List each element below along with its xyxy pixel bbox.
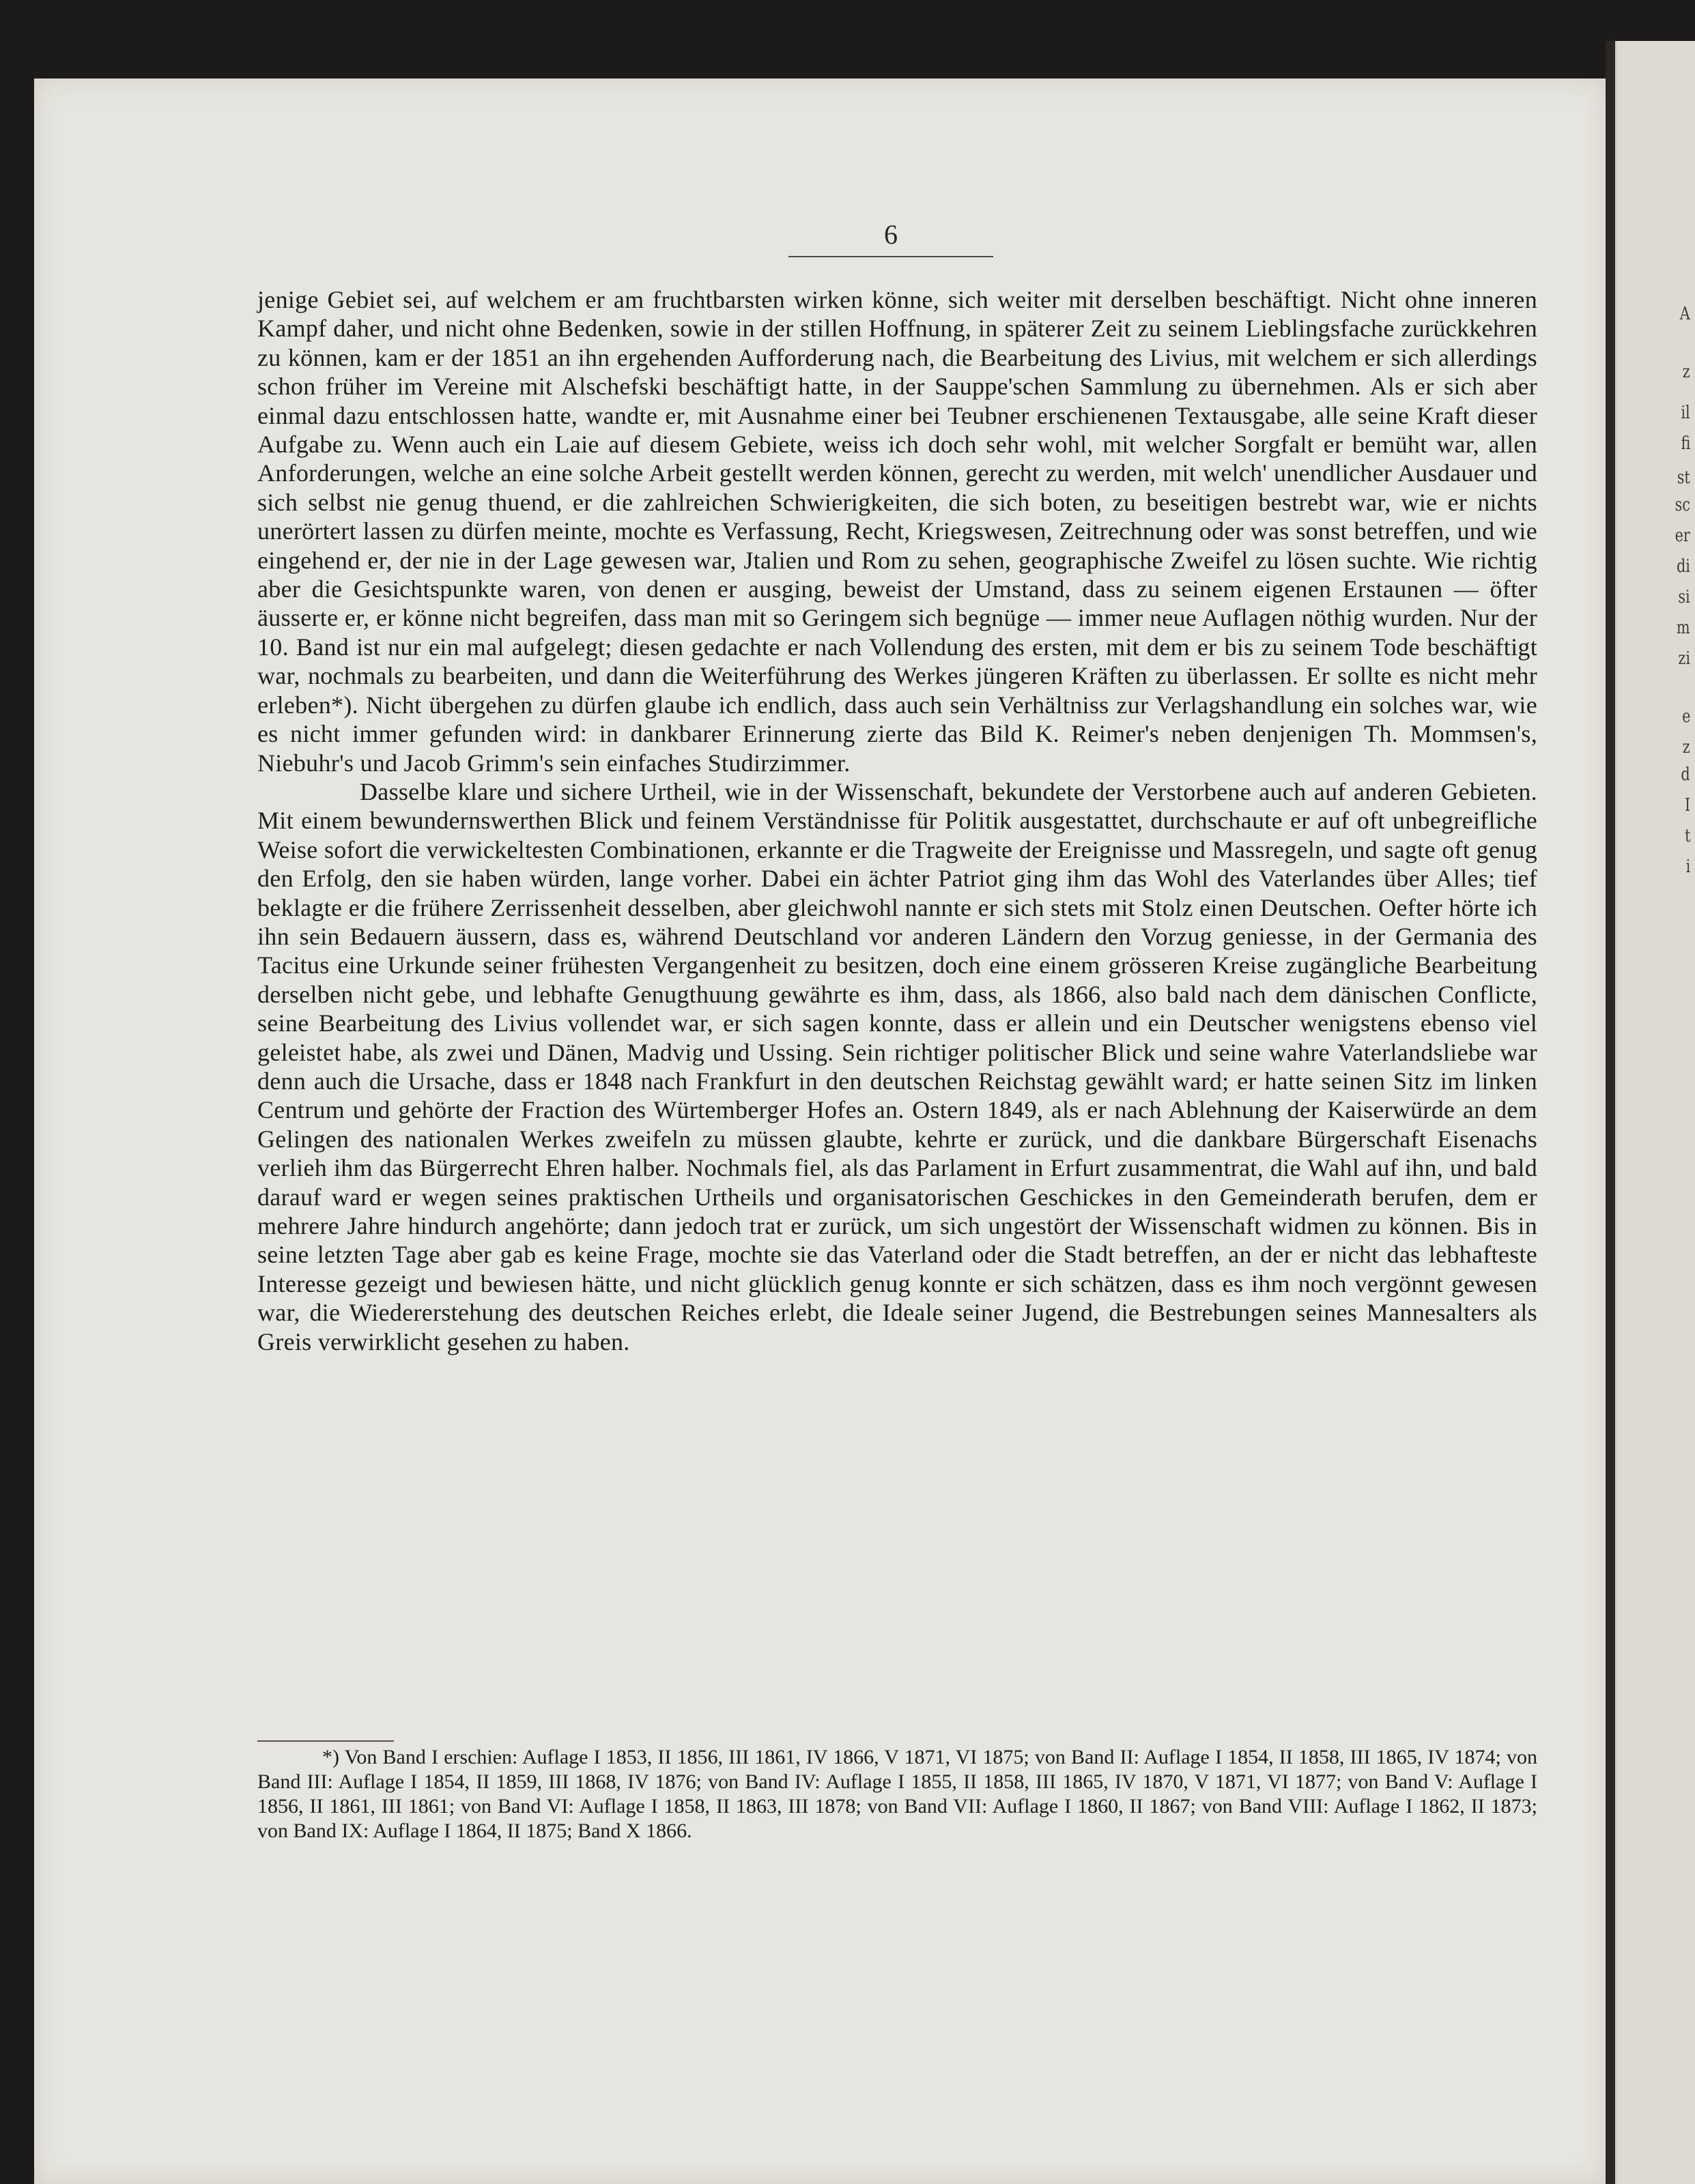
next-page-fragment: sc (1675, 495, 1690, 515)
paragraph: jenige Gebiet sei, auf welchem er am fruchtbarsten wirken könne, sich weiter mit derselben beschäftigt. Nicht ohne inneren Kampf daher, und nicht ohne Bedenken, sowie in der stillen Hoffnung, in späterer Zeit zu seinem Lieblingsfache zurückkehren zu können, kam er der 1851 an ihn ergehenden Aufforderung nach, die Bearbeitung des Livius, mit welchem er sich allerdings schon früher im Vereine mit Alschefski beschäftigt hatte, in der Sauppe'schen Sammlung zu übernehmen. Als er sich aber einmal dazu entschlossen hatte, wandte er, mit Ausnahme einer bei Teubner erschienenen Textausgabe, alle seine Kraft dieser Aufgabe zu. Wenn auch ein Laie auf diesem Gebiete, weiss ich doch sehr wohl, mit welcher Sorgfalt er bemüht war, allen Anforderungen, welche an eine solche Arbeit gestellt werden können, gerecht zu werden, mit welch' unendlicher Ausdauer und sich selbst nie genug thuend, er die zahlreichen Schwierigkeiten, die sich boten, zu beseitigen bestrebt war, wie er nichts unerörtert lassen zu dürfen meinte, mochte es Verfassung, Recht, Kriegswesen, Zeitrechnung oder was sonst betreffen, und wie eingehend er, der nie in der Lage gewesen war, Jtalien und Rom zu sehen, geographische Zweifel zu lösen suchte. Wie richtig aber die Gesichtspunkte waren, von denen er ausging, beweist der Umstand, dass zu seinem eigenen Erstaunen — öfter äusserte er, er könne nicht begreifen, dass man mit so Geringem sich begnüge — immer neue Auflagen nöthig wurden. Nur der 10. Band ist nur ein mal aufgelegt; diesen gedachte er nach Vollendung des ersten, mit dem er bis zu seinem Tode beschäftigt war, nochmals zu bearbeiten, und dann die Weiterführung des Werkes jüngeren Kräften zu überlassen. Er sollte es nicht mehr erleben*). Nicht übergehen zu dürfen glaube ich endlich, dass auch sein Verhältniss zur Verlagshandlung ein solches war, wie es nicht immer gefunden wird: in dankbarer Erinnerung zierte das Bild K. Reimer's neben denjenigen Th. Mommsen's, Niebuhr's und Jacob Grimm's sein einfaches Studirzimmer. (257, 286, 1537, 777)
body-text (257, 285, 1537, 1356)
next-page-fragment: I (1684, 795, 1690, 816)
next-page-fragment: si (1678, 587, 1690, 607)
next-page-fragment: zi (1678, 648, 1690, 669)
paragraph: Dasselbe klare und sichere Urtheil, wie in der Wissenschaft, bekundete der Verstorbene auch auf anderen Gebieten. Mit einem bewundernswerthen Blick und feinem Verständnisse für Politik ausgestattet, durchschaute er auf oft unbegreifliche Weise sofort die verwickeltesten Combinationen, erkannte er die Tragweite der Ereignisse und Massregeln, und sagte oft genug den Erfolg, den sie haben würden, lange vorher. Dabei ein ächter Patriot ging ihm das Wohl des Vaterlandes über Alles; tief beklagte er die frühere Zerrissenheit desselben, aber gleichwohl nannte er sich stets mit Stolz einen Deutschen. Oefter hörte ich ihn sein Bedauern äussern, dass es, während Deutschland vor anderen Ländern den Vorzug geniesse, in der Germania des Tacitus eine Urkunde seiner frühesten Vergangenheit zu besitzen, doch eine einem grösseren Kreise zugängliche Bearbeitung derselben nicht gebe, und lebhafte Genugthuung gewährte es ihm, dass, als 1866, also bald nach dem dänischen Conflicte, seine Bearbeitung des Livius vollendet war, er sich sagen konnte, dass er allein und ein Deutscher wenigstens ebenso viel geleistet habe, als zwei und Dänen, Madvig und Ussing. Sein richtiger politischer Blick und seine wahre Vaterlandsliebe war denn auch die Ursache, dass er 1848 nach Frankfurt in den deutschen Reichstag gewählt ward; er hatte seinen Sitz im linken Centrum und gehörte der Fraction des Würtemberger Hofes an. Ostern 1849, als er nach Ablehnung der Kaiserwürde an dem Gelingen des nationalen Werkes zweifeln zu müssen glaubte, kehrte er zurück, und die dankbare Bürgerschaft Eisenachs verlieh ihm das Bürgerrecht Ehren halber. Nochmals fiel, als das Parlament in Erfurt zusammentrat, die Wahl auf ihn, und bald darauf ward er wegen seines praktischen Urtheils und organisatorischen Geschickes in den Gemeinderath berufen, dem er mehrere Jahre hindurch angehörte; dann jedoch trat er zurück, um sich ungestört der Wissenschaft widmen zu können. Bis in seine letzten Tage aber gab es keine Frage, mochte sie das Vaterland oder die Stadt betreffen, an der er nicht das lebhafteste Interesse gezeigt und bewiesen hätte, und nicht glücklich genug konnte er sich schätzen, dass es ihm noch vergönnt gewesen war, die Wiedererstehung des deutschen Reiches erlebt, die Ideale seiner Jugend, die Bestrebungen seines Mannesalters als Greis verwirklicht gesehen zu haben. (257, 777, 1537, 1355)
next-page-fragment: fi (1681, 433, 1690, 454)
next-page-edge (1615, 41, 1695, 2184)
footnote-rule (257, 1740, 394, 1742)
next-page-fragment: z (1683, 737, 1690, 758)
next-page-fragment: m (1677, 618, 1690, 638)
footnote: *) Von Band I erschien: Auflage I 1853, II 1856, III 1861, IV 1866, V 1871, VI 1875; von Band II: Auflage I 1854, II 1858, III 1865, IV 1874; von Band III: Auflage I 1854, II 1859, III 1868, IV 1876; von Band IV: Auflage I 1855, II 1858, III 1865, IV 1870, V 1871, VI 1877; von Band V: Auflage I 1856, II 1861, III 1861; von Band VI: Auflage I 1858, II 1863, III 1878; von Band VII: Auflage I 1860, II 1867; von Band VIII: Auflage I 1862, II 1873; von Band IX: Auflage I 1864, II 1875; Band X 1866. (257, 1746, 1537, 1842)
page-number-rule (788, 256, 993, 257)
book-gutter (1606, 41, 1615, 2184)
next-page-fragment: il (1681, 403, 1690, 423)
next-page-fragment: z (1683, 362, 1690, 382)
next-page-fragment: e (1681, 706, 1690, 727)
next-page-fragment: d (1681, 764, 1690, 785)
next-page-fragment: i (1685, 857, 1690, 877)
next-page-fragment: A (1679, 304, 1690, 324)
next-page-fragment: st (1677, 468, 1690, 488)
page-number: 6 (884, 219, 898, 250)
next-page-fragment: er (1675, 526, 1690, 546)
next-page-fragment: di (1677, 556, 1690, 577)
next-page-fragment: t (1684, 826, 1690, 846)
